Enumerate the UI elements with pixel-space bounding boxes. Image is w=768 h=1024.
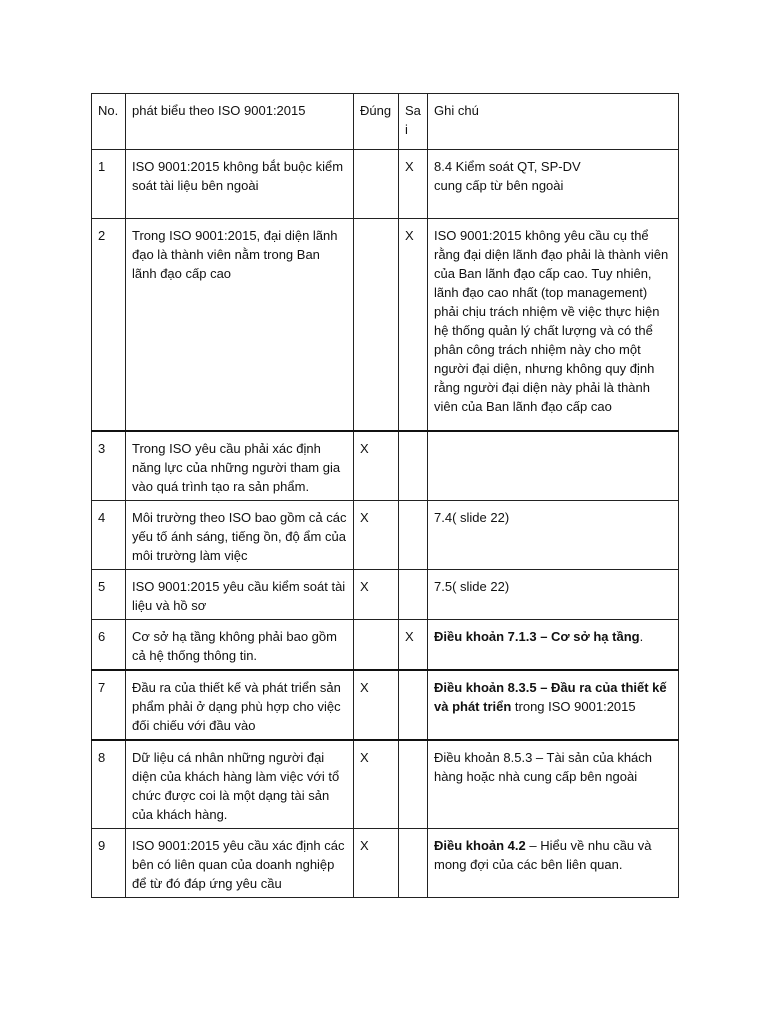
row-statement: ISO 9001:2015 yêu cầu xác định các bên có liên quan của doanh nghiệp để từ đó đáp ứng yêu cầu (126, 829, 354, 898)
row-statement: Trong ISO 9001:2015, đại diện lãnh đạo là thành viên nằm trong Ban lãnh đạo cấp cao (126, 219, 354, 432)
row-number: 2 (92, 219, 126, 432)
row-note-clause: Điều khoản 4.2 (434, 838, 526, 853)
row-note-clause: Điều khoản 8.3.5 – Đầu ra của thiết kế và phát triển (434, 680, 667, 714)
header-dung: Đúng (354, 94, 399, 150)
table-row (92, 570, 679, 620)
row-number: 5 (92, 570, 126, 620)
row-statement: Cơ sở hạ tầng không phải bao gồm cả hệ thống thông tin. (126, 620, 354, 671)
row-sai-mark: X (399, 620, 428, 671)
row-sai-mark: X (399, 219, 428, 432)
row-number: 1 (92, 150, 126, 219)
header-no: No. (92, 94, 126, 150)
iso-quiz-table (91, 93, 679, 898)
row-statement: Đầu ra của thiết kế và phát triển sản phẩm phải ở dạng phù hợp cho việc đối chiếu với đầu vào (126, 670, 354, 740)
table-row (92, 150, 679, 219)
row-dung-mark: X (354, 740, 399, 829)
header-statement: phát biểu theo ISO 9001:2015 (126, 94, 354, 150)
row-note-line: 8.4 Kiểm soát QT, SP-DV (434, 159, 581, 174)
row-dung-mark: X (354, 570, 399, 620)
row-statement: Trong ISO yêu cầu phải xác định năng lực của những người tham gia vào quá trình tạo ra sản phẩm. (126, 431, 354, 501)
row-dung-mark (354, 219, 399, 432)
table-row (92, 219, 679, 432)
row-note: ISO 9001:2015 không yêu cầu cụ thể rằng đại diện lãnh đạo phải là thành viên của Ban lãnh đạo cấp cao. Tuy nhiên, lãnh đạo cao nhất (top management) phải chịu trách nhiệm về việc thực hiện hệ thống quản lý chất lượng và có thể phân công trách nhiệm này cho một người đại diện, nhưng không quy định rằng người đại diện này phải là thành viên của Ban lãnh đạo cấp cao (428, 219, 679, 432)
row-note-rest: . (639, 629, 644, 644)
row-number: 9 (92, 829, 126, 898)
row-statement: Môi trường theo ISO bao gồm cả các yếu tố ánh sáng, tiếng ồn, độ ẩm của môi trường làm việc (126, 501, 354, 570)
table-row (92, 670, 679, 740)
table-row (92, 829, 679, 898)
row-dung-mark (354, 620, 399, 671)
row-sai-mark (399, 670, 428, 740)
row-note (428, 150, 679, 219)
row-dung-mark: X (354, 829, 399, 898)
row-dung-mark (354, 150, 399, 219)
table-row (92, 501, 679, 570)
row-note (428, 670, 679, 740)
table-row (92, 740, 679, 829)
row-dung-mark: X (354, 670, 399, 740)
header-sai: Sai (399, 94, 428, 150)
row-number: 7 (92, 670, 126, 740)
row-statement: Dữ liệu cá nhân những người đại diện của khách hàng làm việc với tổ chức được coi là một dạng tài sản của khách hàng. (126, 740, 354, 829)
table-row (92, 431, 679, 501)
row-sai-mark (399, 570, 428, 620)
row-sai-mark (399, 431, 428, 501)
row-number: 3 (92, 431, 126, 501)
row-dung-mark: X (354, 501, 399, 570)
row-number: 6 (92, 620, 126, 671)
row-note-rest: – Hiểu về nhu cầu và mong đợi của các bên liên quan. (434, 838, 652, 872)
row-note: 7.5( slide 22) (428, 570, 679, 620)
row-number: 4 (92, 501, 126, 570)
table-header-row (92, 94, 679, 150)
row-note (428, 620, 679, 671)
row-number: 8 (92, 740, 126, 829)
row-note-rest: trong ISO 9001:2015 (511, 699, 636, 714)
row-note (428, 431, 679, 501)
row-note-line: cung cấp từ bên ngoài (434, 178, 564, 193)
row-sai-mark (399, 501, 428, 570)
row-note-clause: Điều khoản 7.1.3 – Cơ sở hạ tầng (434, 629, 640, 644)
row-note: Điều khoản 8.5.3 – Tài sản của khách hàng hoặc nhà cung cấp bên ngoài (428, 740, 679, 829)
table-row (92, 620, 679, 671)
row-statement: ISO 9001:2015 không bắt buộc kiểm soát tài liệu bên ngoài (126, 150, 354, 219)
row-sai-mark: X (399, 150, 428, 219)
row-dung-mark: X (354, 431, 399, 501)
header-note: Ghi chú (428, 94, 679, 150)
row-sai-mark (399, 829, 428, 898)
row-statement: ISO 9001:2015 yêu cầu kiểm soát tài liệu và hồ sơ (126, 570, 354, 620)
row-note (428, 829, 679, 898)
row-sai-mark (399, 740, 428, 829)
row-note: 7.4( slide 22) (428, 501, 679, 570)
